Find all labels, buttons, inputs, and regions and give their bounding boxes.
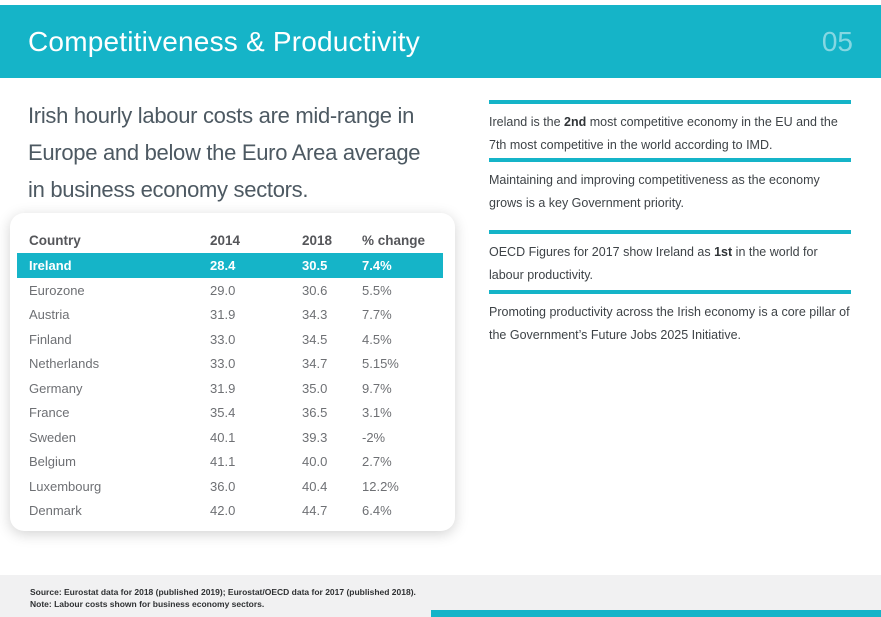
cell-change: 5.15% xyxy=(362,356,399,372)
key-point xyxy=(489,290,851,346)
cell-change: 6.4% xyxy=(362,503,392,519)
cell-2014: 41.1 xyxy=(210,454,236,470)
key-points-panel xyxy=(489,100,851,360)
table-body xyxy=(10,278,455,523)
cell-country: Denmark xyxy=(29,503,82,519)
bottom-accent-bar xyxy=(431,610,881,617)
table-row xyxy=(10,278,455,303)
cell-2018: 34.7 xyxy=(302,356,328,372)
cell-2018: 35.0 xyxy=(302,380,328,396)
table-row xyxy=(10,474,455,499)
cell-change: 2.7% xyxy=(362,454,392,470)
cell-country: Luxembourg xyxy=(29,478,102,494)
cell-2018: 34.3 xyxy=(302,307,328,323)
footer-note: Note: Labour costs shown for business economy sectors. xyxy=(30,599,265,609)
key-point-text: Promoting productivity across the Irish economy is a core pillar of the Government’s Future Jobs 2025 Initiative. xyxy=(489,305,850,342)
cell-2014: 29.0 xyxy=(210,282,236,298)
key-point-text: Ireland is the 2nd most competitive economy in the EU and the 7th most competitive in the world according to IMD. xyxy=(489,115,838,152)
table-row xyxy=(10,425,455,450)
key-point xyxy=(489,230,851,286)
cell-country: Ireland xyxy=(29,258,72,273)
cell-2018: 40.4 xyxy=(302,478,328,494)
cell-2014: 31.9 xyxy=(210,380,236,396)
cell-2018: 40.0 xyxy=(302,454,328,470)
table-row xyxy=(10,450,455,475)
cell-change: 9.7% xyxy=(362,380,392,396)
cell-change: 5.5% xyxy=(362,282,392,298)
labour-costs-table-card xyxy=(10,213,455,531)
cell-2014: 28.4 xyxy=(210,258,236,273)
key-point-text: Maintaining and improving competitiveness as the economy grows is a key Government priority. xyxy=(489,173,820,210)
table-row xyxy=(10,303,455,328)
intro-line: in business economy sectors. xyxy=(28,177,309,202)
cell-2018: 30.5 xyxy=(302,258,328,273)
teal-divider xyxy=(489,230,851,234)
cell-country: Finland xyxy=(29,331,72,347)
cell-change: 7.4% xyxy=(362,258,392,273)
table-row xyxy=(10,376,455,401)
table-row xyxy=(10,327,455,352)
footer-source: Source: Eurostat data for 2018 (published 2019); Eurostat/OECD data for 2017 (published 2018). xyxy=(30,587,416,597)
table-row xyxy=(10,499,455,524)
cell-2014: 33.0 xyxy=(210,331,236,347)
cell-2018: 39.3 xyxy=(302,429,328,445)
key-point xyxy=(489,100,851,156)
intro-line: Irish hourly labour costs are mid-range in xyxy=(28,103,415,128)
intro-line: Europe and below the Euro Area average xyxy=(28,140,421,165)
table-row-highlight-ireland xyxy=(17,253,443,278)
cell-2014: 31.9 xyxy=(210,307,236,323)
cell-country: Eurozone xyxy=(29,282,85,298)
cell-change: 12.2% xyxy=(362,478,399,494)
table-header-row xyxy=(10,227,455,253)
cell-change: 4.5% xyxy=(362,331,392,347)
table-row xyxy=(10,401,455,426)
cell-country: Belgium xyxy=(29,454,76,470)
cell-country: Netherlands xyxy=(29,356,100,372)
key-point-text: OECD Figures for 2017 show Ireland as 1st in the world for labour productivity. xyxy=(489,245,818,282)
cell-2018: 44.7 xyxy=(302,503,328,519)
cell-2014: 35.4 xyxy=(210,405,236,421)
cell-country: Sweden xyxy=(29,429,76,445)
cell-2018: 36.5 xyxy=(302,405,328,421)
cell-change: 3.1% xyxy=(362,405,392,421)
cell-country: Germany xyxy=(29,380,83,396)
teal-divider xyxy=(489,100,851,104)
teal-divider xyxy=(489,158,851,162)
cell-2014: 36.0 xyxy=(210,478,236,494)
column-header-2018: 2018 xyxy=(302,232,333,248)
cell-2014: 40.1 xyxy=(210,429,236,445)
cell-2018: 30.6 xyxy=(302,282,328,298)
intro-heading xyxy=(28,97,468,208)
cell-2014: 33.0 xyxy=(210,356,236,372)
page-header xyxy=(0,5,881,78)
table-row xyxy=(10,352,455,377)
column-header-2014: 2014 xyxy=(210,232,241,248)
key-point xyxy=(489,158,851,214)
cell-country: Austria xyxy=(29,307,70,323)
cell-country: France xyxy=(29,405,70,421)
cell-change: 7.7% xyxy=(362,307,392,323)
cell-2018: 34.5 xyxy=(302,331,328,347)
teal-divider xyxy=(489,290,851,294)
page-title: Competitiveness & Productivity xyxy=(28,25,420,57)
column-header-country: Country xyxy=(29,232,81,248)
column-header-change: % change xyxy=(362,232,426,248)
cell-2014: 42.0 xyxy=(210,503,236,519)
page-number: 05 xyxy=(821,25,853,57)
cell-change: -2% xyxy=(362,429,386,445)
